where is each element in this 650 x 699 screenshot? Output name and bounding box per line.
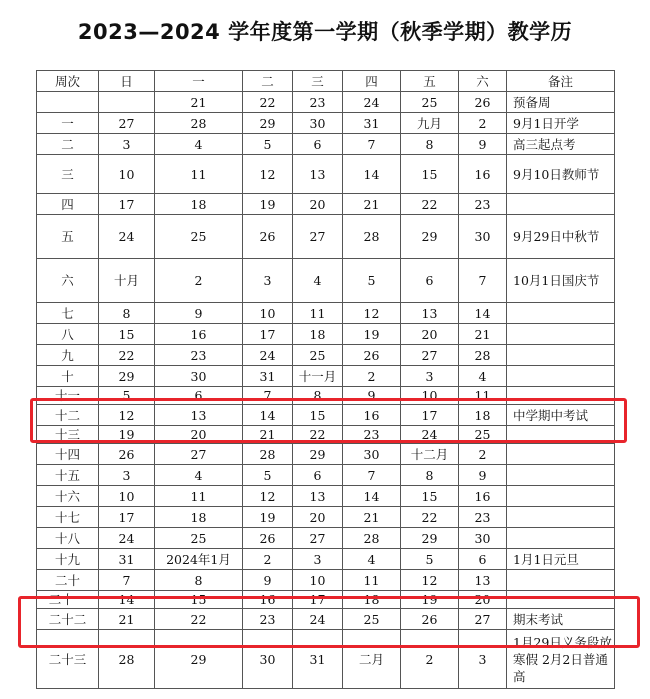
day-cell: 9 bbox=[459, 465, 507, 486]
day-cell: 13 bbox=[293, 486, 343, 507]
week-cell: 四 bbox=[37, 194, 99, 215]
table-row bbox=[37, 405, 615, 426]
header-cell: 日 bbox=[99, 71, 155, 92]
note-cell bbox=[507, 465, 615, 486]
note-cell bbox=[507, 570, 615, 591]
day-cell: 16 bbox=[343, 405, 401, 426]
day-cell: 23 bbox=[459, 507, 507, 528]
day-cell: 25 bbox=[155, 215, 243, 259]
day-cell: 15 bbox=[155, 591, 243, 609]
table-row bbox=[37, 366, 615, 387]
day-cell: 5 bbox=[99, 387, 155, 405]
day-cell: 11 bbox=[459, 387, 507, 405]
day-cell: 2024年1月 bbox=[155, 549, 243, 570]
day-cell: 28 bbox=[343, 215, 401, 259]
day-cell: 28 bbox=[459, 345, 507, 366]
note-cell: 预备周 bbox=[507, 92, 615, 113]
day-cell: 27 bbox=[99, 113, 155, 134]
week-cell: 二十一 bbox=[37, 591, 99, 609]
day-cell: 21 bbox=[155, 92, 243, 113]
week-cell: 二十二 bbox=[37, 609, 99, 630]
day-cell: 9 bbox=[459, 134, 507, 155]
day-cell: 15 bbox=[99, 324, 155, 345]
header-cell: 备注 bbox=[507, 71, 615, 92]
day-cell: 10 bbox=[99, 155, 155, 194]
day-cell: 27 bbox=[293, 528, 343, 549]
week-cell: 十三 bbox=[37, 426, 99, 444]
day-cell: 19 bbox=[401, 591, 459, 609]
day-cell: 21 bbox=[343, 507, 401, 528]
note-cell bbox=[507, 528, 615, 549]
table-row bbox=[37, 591, 615, 609]
day-cell: 22 bbox=[401, 194, 459, 215]
day-cell: 31 bbox=[99, 549, 155, 570]
day-cell: 30 bbox=[293, 113, 343, 134]
day-cell: 27 bbox=[401, 345, 459, 366]
week-cell: 十八 bbox=[37, 528, 99, 549]
header-cell: 周次 bbox=[37, 71, 99, 92]
week-cell: 十二 bbox=[37, 405, 99, 426]
day-cell: 18 bbox=[155, 507, 243, 528]
note-cell: 1月1日元旦 bbox=[507, 549, 615, 570]
day-cell: 29 bbox=[401, 528, 459, 549]
day-cell: 27 bbox=[293, 215, 343, 259]
table-row bbox=[37, 549, 615, 570]
day-cell: 5 bbox=[401, 549, 459, 570]
day-cell: 3 bbox=[401, 366, 459, 387]
day-cell: 19 bbox=[243, 194, 293, 215]
week-cell: 七 bbox=[37, 303, 99, 324]
table-row bbox=[37, 486, 615, 507]
day-cell: 14 bbox=[459, 303, 507, 324]
day-cell: 24 bbox=[293, 609, 343, 630]
day-cell: 13 bbox=[401, 303, 459, 324]
day-cell: 24 bbox=[343, 92, 401, 113]
day-cell: 8 bbox=[401, 465, 459, 486]
table-row bbox=[37, 215, 615, 259]
week-cell: 十一 bbox=[37, 387, 99, 405]
note-cell bbox=[507, 303, 615, 324]
day-cell: 19 bbox=[99, 426, 155, 444]
day-cell: 30 bbox=[155, 366, 243, 387]
day-cell: 27 bbox=[459, 609, 507, 630]
day-cell: 8 bbox=[155, 570, 243, 591]
day-cell: 20 bbox=[459, 591, 507, 609]
day-cell: 3 bbox=[99, 465, 155, 486]
day-cell: 8 bbox=[401, 134, 459, 155]
table-row bbox=[37, 630, 615, 689]
day-cell: 29 bbox=[401, 215, 459, 259]
day-cell: 8 bbox=[99, 303, 155, 324]
day-cell: 2 bbox=[243, 549, 293, 570]
table-row bbox=[37, 324, 615, 345]
day-cell: 26 bbox=[243, 215, 293, 259]
day-cell: 3 bbox=[99, 134, 155, 155]
day-cell: 22 bbox=[155, 609, 243, 630]
day-cell: 28 bbox=[343, 528, 401, 549]
header-cell: 五 bbox=[401, 71, 459, 92]
day-cell: 10 bbox=[99, 486, 155, 507]
day-cell: 10 bbox=[401, 387, 459, 405]
day-cell: 23 bbox=[459, 194, 507, 215]
day-cell: 18 bbox=[293, 324, 343, 345]
day-cell: 13 bbox=[293, 155, 343, 194]
table-row bbox=[37, 92, 615, 113]
day-cell: 31 bbox=[293, 630, 343, 689]
note-cell bbox=[507, 591, 615, 609]
day-cell: 21 bbox=[343, 194, 401, 215]
table-row bbox=[37, 113, 615, 134]
table-row bbox=[37, 303, 615, 324]
week-cell: 十六 bbox=[37, 486, 99, 507]
day-cell: 3 bbox=[243, 259, 293, 303]
day-cell: 5 bbox=[343, 259, 401, 303]
note-cell bbox=[507, 444, 615, 465]
day-cell: 30 bbox=[459, 528, 507, 549]
table-row bbox=[37, 507, 615, 528]
day-cell: 12 bbox=[99, 405, 155, 426]
header-cell: 四 bbox=[343, 71, 401, 92]
day-cell: 17 bbox=[99, 507, 155, 528]
note-cell: 9月1日开学 bbox=[507, 113, 615, 134]
day-cell: 23 bbox=[343, 426, 401, 444]
day-cell: 5 bbox=[243, 465, 293, 486]
day-cell: 二月 bbox=[343, 630, 401, 689]
week-cell: 十五 bbox=[37, 465, 99, 486]
day-cell: 4 bbox=[293, 259, 343, 303]
week-cell: 二 bbox=[37, 134, 99, 155]
day-cell: 6 bbox=[293, 465, 343, 486]
day-cell: 24 bbox=[243, 345, 293, 366]
day-cell: 6 bbox=[401, 259, 459, 303]
day-cell: 16 bbox=[459, 155, 507, 194]
note-cell bbox=[507, 366, 615, 387]
day-cell: 26 bbox=[99, 444, 155, 465]
day-cell: 31 bbox=[343, 113, 401, 134]
week-cell: 五 bbox=[37, 215, 99, 259]
day-cell: 26 bbox=[459, 92, 507, 113]
note-cell: 高三起点考 bbox=[507, 134, 615, 155]
table-row bbox=[37, 609, 615, 630]
day-cell: 12 bbox=[343, 303, 401, 324]
calendar-table bbox=[36, 70, 615, 689]
day-cell: 2 bbox=[459, 444, 507, 465]
day-cell: 24 bbox=[99, 215, 155, 259]
day-cell: 十一月 bbox=[293, 366, 343, 387]
day-cell: 25 bbox=[459, 426, 507, 444]
day-cell: 16 bbox=[243, 591, 293, 609]
day-cell: 6 bbox=[293, 134, 343, 155]
day-cell: 29 bbox=[293, 444, 343, 465]
day-cell: 20 bbox=[293, 507, 343, 528]
day-cell: 4 bbox=[459, 366, 507, 387]
day-cell: 31 bbox=[243, 366, 293, 387]
day-cell: 23 bbox=[293, 92, 343, 113]
day-cell: 25 bbox=[343, 609, 401, 630]
day-cell: 20 bbox=[401, 324, 459, 345]
note-cell bbox=[507, 387, 615, 405]
week-cell: 三 bbox=[37, 155, 99, 194]
table-row bbox=[37, 345, 615, 366]
day-cell: 7 bbox=[343, 465, 401, 486]
week-cell: 十九 bbox=[37, 549, 99, 570]
day-cell: 27 bbox=[155, 444, 243, 465]
day-cell: 6 bbox=[155, 387, 243, 405]
day-cell: 9 bbox=[243, 570, 293, 591]
day-cell: 21 bbox=[459, 324, 507, 345]
header-row bbox=[37, 71, 615, 92]
day-cell: 17 bbox=[243, 324, 293, 345]
day-cell: 11 bbox=[155, 155, 243, 194]
table-row bbox=[37, 194, 615, 215]
note-cell bbox=[507, 324, 615, 345]
day-cell: 18 bbox=[343, 591, 401, 609]
day-cell: 九月 bbox=[401, 113, 459, 134]
table-row bbox=[37, 528, 615, 549]
day-cell: 14 bbox=[343, 486, 401, 507]
table-row bbox=[37, 387, 615, 405]
week-cell bbox=[37, 92, 99, 113]
day-cell: 6 bbox=[459, 549, 507, 570]
week-cell: 十四 bbox=[37, 444, 99, 465]
day-cell: 22 bbox=[99, 345, 155, 366]
note-cell: 1月29日义务段放寒假 2月2日普通高 bbox=[507, 630, 615, 689]
note-cell: 9月10日教师节 bbox=[507, 155, 615, 194]
day-cell: 14 bbox=[243, 405, 293, 426]
note-cell bbox=[507, 507, 615, 528]
day-cell: 11 bbox=[155, 486, 243, 507]
table-row bbox=[37, 570, 615, 591]
note-cell bbox=[507, 345, 615, 366]
day-cell: 13 bbox=[155, 405, 243, 426]
day-cell: 15 bbox=[401, 486, 459, 507]
day-cell: 10 bbox=[243, 303, 293, 324]
table-row bbox=[37, 426, 615, 444]
week-cell: 九 bbox=[37, 345, 99, 366]
day-cell: 28 bbox=[155, 113, 243, 134]
day-cell: 17 bbox=[401, 405, 459, 426]
header-cell: 三 bbox=[293, 71, 343, 92]
day-cell: 30 bbox=[243, 630, 293, 689]
day-cell: 28 bbox=[243, 444, 293, 465]
day-cell: 18 bbox=[155, 194, 243, 215]
day-cell: 20 bbox=[293, 194, 343, 215]
week-cell: 一 bbox=[37, 113, 99, 134]
day-cell: 2 bbox=[155, 259, 243, 303]
note-cell: 10月1日国庆节 bbox=[507, 259, 615, 303]
day-cell: 4 bbox=[155, 465, 243, 486]
day-cell: 12 bbox=[243, 486, 293, 507]
header-cell: 一 bbox=[155, 71, 243, 92]
day-cell: 18 bbox=[459, 405, 507, 426]
table-row bbox=[37, 465, 615, 486]
day-cell: 23 bbox=[155, 345, 243, 366]
day-cell: 19 bbox=[243, 507, 293, 528]
day-cell: 12 bbox=[401, 570, 459, 591]
note-cell bbox=[507, 426, 615, 444]
day-cell: 22 bbox=[293, 426, 343, 444]
week-cell: 六 bbox=[37, 259, 99, 303]
day-cell: 15 bbox=[401, 155, 459, 194]
note-cell: 期末考试 bbox=[507, 609, 615, 630]
header-cell: 二 bbox=[243, 71, 293, 92]
day-cell: 11 bbox=[293, 303, 343, 324]
table-row bbox=[37, 444, 615, 465]
day-cell: 11 bbox=[343, 570, 401, 591]
day-cell: 17 bbox=[99, 194, 155, 215]
day-cell: 5 bbox=[243, 134, 293, 155]
day-cell: 21 bbox=[99, 609, 155, 630]
day-cell: 26 bbox=[243, 528, 293, 549]
day-cell: 23 bbox=[243, 609, 293, 630]
day-cell: 24 bbox=[99, 528, 155, 549]
note-cell: 中学期中考试 bbox=[507, 405, 615, 426]
note-cell bbox=[507, 194, 615, 215]
day-cell: 29 bbox=[155, 630, 243, 689]
day-cell: 15 bbox=[293, 405, 343, 426]
day-cell: 30 bbox=[343, 444, 401, 465]
day-cell: 2 bbox=[401, 630, 459, 689]
day-cell: 十月 bbox=[99, 259, 155, 303]
day-cell: 21 bbox=[243, 426, 293, 444]
table-row bbox=[37, 155, 615, 194]
week-cell: 十七 bbox=[37, 507, 99, 528]
day-cell: 12 bbox=[243, 155, 293, 194]
day-cell: 22 bbox=[243, 92, 293, 113]
day-cell: 26 bbox=[401, 609, 459, 630]
day-cell: 3 bbox=[459, 630, 507, 689]
day-cell: 29 bbox=[99, 366, 155, 387]
day-cell: 22 bbox=[401, 507, 459, 528]
week-cell: 八 bbox=[37, 324, 99, 345]
day-cell: 10 bbox=[293, 570, 343, 591]
header-cell: 六 bbox=[459, 71, 507, 92]
day-cell: 9 bbox=[343, 387, 401, 405]
day-cell: 20 bbox=[155, 426, 243, 444]
day-cell bbox=[99, 92, 155, 113]
day-cell: 7 bbox=[343, 134, 401, 155]
day-cell: 4 bbox=[155, 134, 243, 155]
day-cell: 14 bbox=[99, 591, 155, 609]
week-cell: 二十 bbox=[37, 570, 99, 591]
day-cell: 16 bbox=[155, 324, 243, 345]
page-title: 2023—2024 学年度第一学期（秋季学期）教学历 bbox=[77, 20, 573, 44]
day-cell: 3 bbox=[293, 549, 343, 570]
day-cell: 17 bbox=[293, 591, 343, 609]
note-cell: 9月29日中秋节 bbox=[507, 215, 615, 259]
day-cell: 26 bbox=[343, 345, 401, 366]
day-cell: 8 bbox=[293, 387, 343, 405]
table-row bbox=[37, 134, 615, 155]
note-cell bbox=[507, 486, 615, 507]
day-cell: 13 bbox=[459, 570, 507, 591]
table-row bbox=[37, 259, 615, 303]
day-cell: 2 bbox=[459, 113, 507, 134]
day-cell: 14 bbox=[343, 155, 401, 194]
day-cell: 25 bbox=[401, 92, 459, 113]
day-cell: 30 bbox=[459, 215, 507, 259]
week-cell: 二十三 bbox=[37, 630, 99, 689]
week-cell: 十 bbox=[37, 366, 99, 387]
day-cell: 16 bbox=[459, 486, 507, 507]
day-cell: 十二月 bbox=[401, 444, 459, 465]
day-cell: 28 bbox=[99, 630, 155, 689]
day-cell: 19 bbox=[343, 324, 401, 345]
day-cell: 29 bbox=[243, 113, 293, 134]
day-cell: 25 bbox=[293, 345, 343, 366]
day-cell: 25 bbox=[155, 528, 243, 549]
day-cell: 4 bbox=[343, 549, 401, 570]
day-cell: 24 bbox=[401, 426, 459, 444]
day-cell: 7 bbox=[99, 570, 155, 591]
day-cell: 2 bbox=[343, 366, 401, 387]
day-cell: 7 bbox=[243, 387, 293, 405]
day-cell: 9 bbox=[155, 303, 243, 324]
day-cell: 7 bbox=[459, 259, 507, 303]
